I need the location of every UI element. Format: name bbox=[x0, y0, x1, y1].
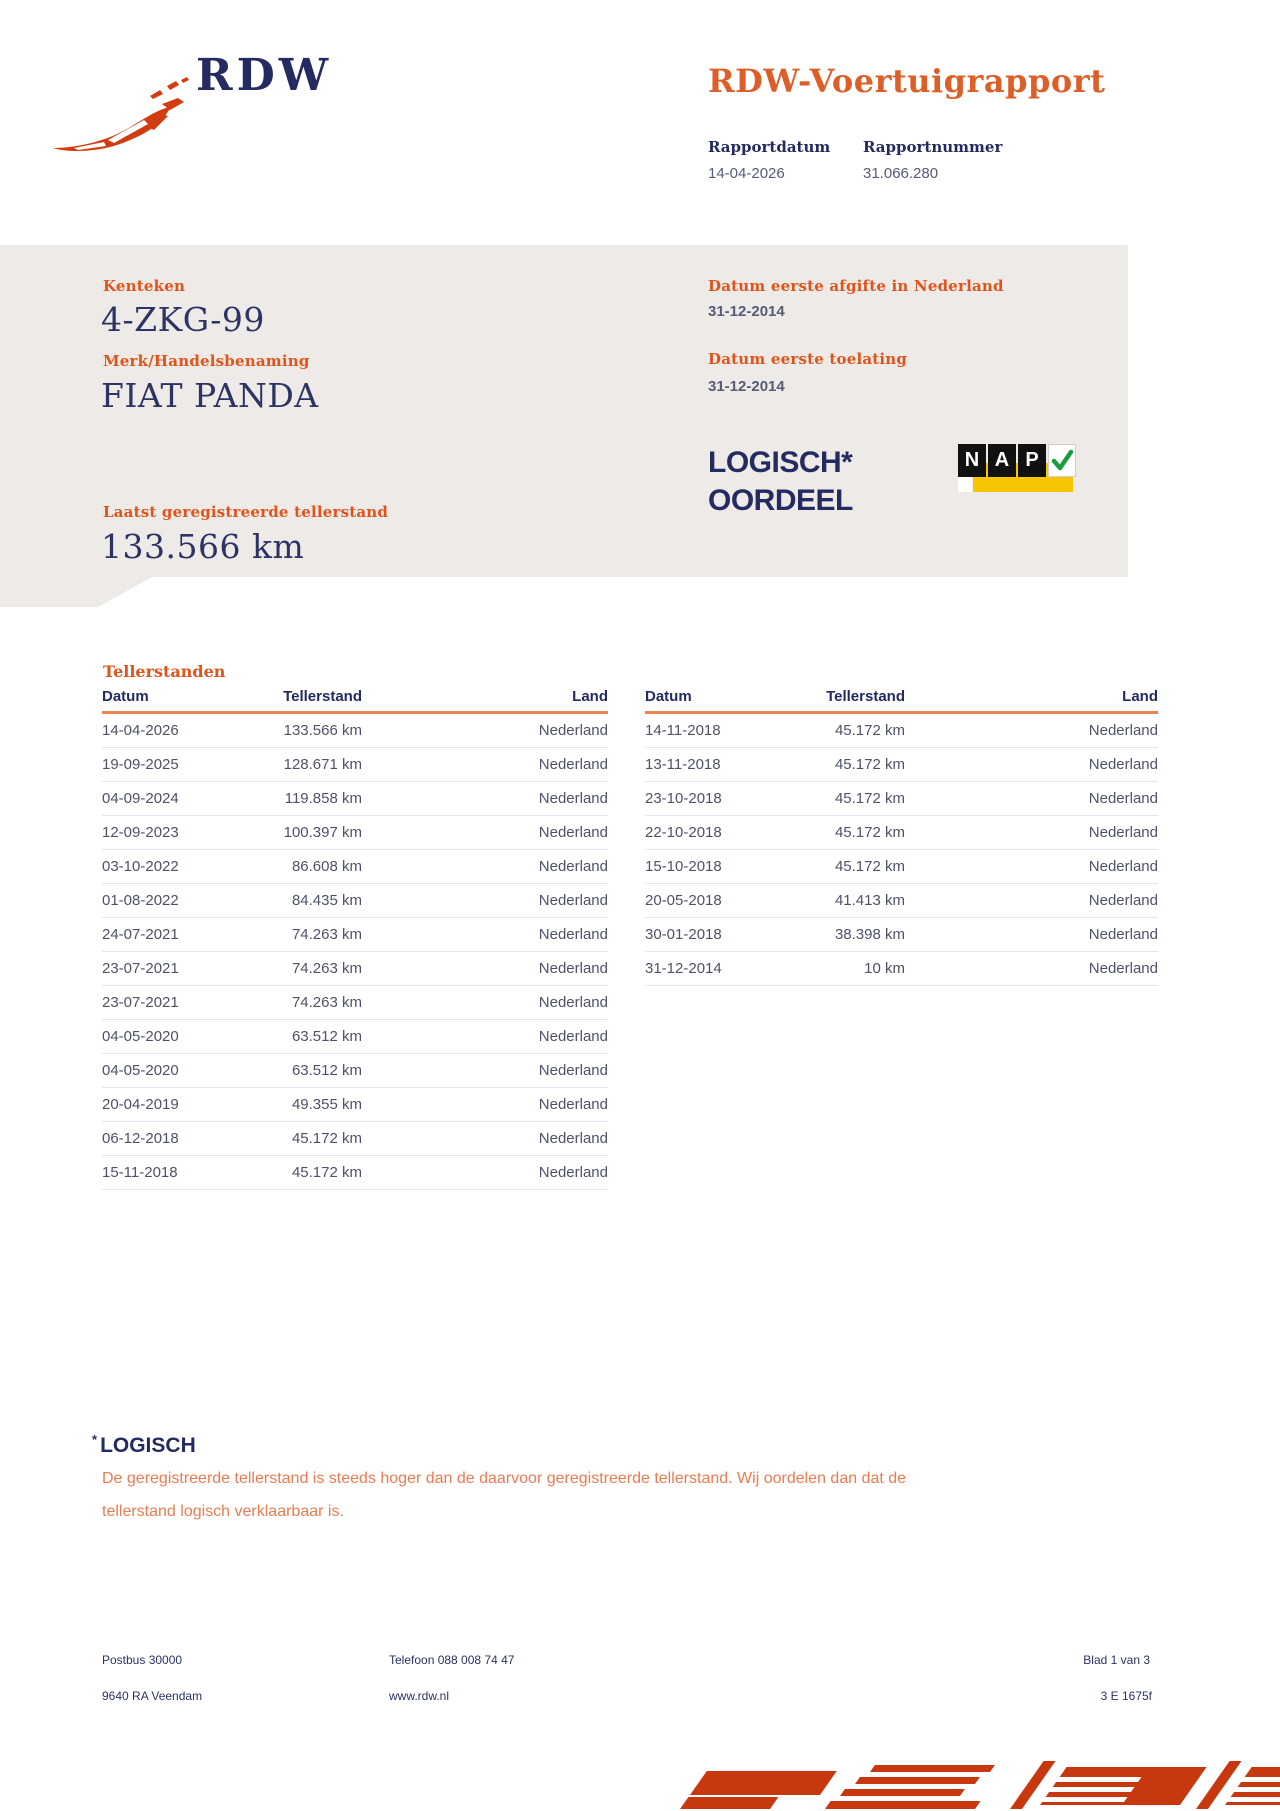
column-header-land: Land bbox=[1122, 688, 1158, 705]
logisch-asterisk: * bbox=[92, 1432, 98, 1447]
row-odometer: 74.263 km bbox=[291, 960, 362, 977]
odometer-row bbox=[645, 952, 1158, 986]
odometer-row bbox=[102, 884, 608, 918]
laatste-tellerstand-label: Laatst geregistreerde tellerstand bbox=[103, 503, 389, 521]
row-date: 06-12-2018 bbox=[102, 1130, 179, 1147]
kenteken-label: Kenteken bbox=[103, 277, 186, 295]
rdw-stripe-graphic bbox=[680, 1757, 1280, 1811]
row-date: 20-05-2018 bbox=[645, 892, 722, 909]
row-country: Nederland bbox=[1088, 824, 1158, 841]
row-country: Nederland bbox=[538, 1164, 608, 1181]
column-header-datum: Datum bbox=[102, 688, 149, 705]
odometer-row bbox=[102, 986, 608, 1020]
row-odometer: 128.671 km bbox=[283, 756, 362, 773]
nap-logo bbox=[958, 444, 1078, 492]
oordeel-line2: OORDEEL bbox=[708, 484, 853, 517]
merk-label: Merk/Handelsbenaming bbox=[103, 352, 310, 370]
row-odometer: 10 km bbox=[864, 960, 905, 977]
row-country: Nederland bbox=[538, 722, 608, 739]
row-country: Nederland bbox=[1088, 960, 1158, 977]
row-odometer: 63.512 km bbox=[291, 1062, 362, 1079]
column-header-datum: Datum bbox=[645, 688, 692, 705]
odometer-row bbox=[102, 952, 608, 986]
logisch-title-text: LOGISCH bbox=[100, 1434, 196, 1457]
row-odometer: 84.435 km bbox=[291, 892, 362, 909]
odometer-row bbox=[645, 748, 1158, 782]
nap-letter-n: N bbox=[958, 444, 986, 477]
row-country: Nederland bbox=[538, 824, 608, 841]
row-date: 03-10-2022 bbox=[102, 858, 179, 875]
table-body bbox=[102, 714, 608, 1190]
row-odometer: 49.355 km bbox=[291, 1096, 362, 1113]
rdw-feather-icon bbox=[50, 74, 190, 156]
row-country: Nederland bbox=[538, 960, 608, 977]
odometer-row bbox=[102, 1054, 608, 1088]
row-country: Nederland bbox=[1088, 892, 1158, 909]
row-date: 14-04-2026 bbox=[102, 722, 179, 739]
row-odometer: 41.413 km bbox=[834, 892, 905, 909]
footer-form-code: 3 E 1675f bbox=[1100, 1689, 1152, 1703]
row-country: Nederland bbox=[1088, 858, 1158, 875]
odometer-row bbox=[645, 816, 1158, 850]
odometer-table-left bbox=[102, 688, 608, 1190]
row-odometer: 45.172 km bbox=[834, 756, 905, 773]
page-title: RDW-Voertuigrapport bbox=[708, 62, 1106, 100]
row-date: 15-10-2018 bbox=[645, 858, 722, 875]
odometer-row bbox=[102, 1122, 608, 1156]
report-number-label: Rapportnummer bbox=[863, 138, 1003, 156]
oordeel-text bbox=[708, 444, 853, 520]
row-odometer: 74.263 km bbox=[291, 994, 362, 1011]
table-body bbox=[645, 714, 1158, 986]
row-date: 24-07-2021 bbox=[102, 926, 179, 943]
row-country: Nederland bbox=[538, 892, 608, 909]
row-date: 20-04-2019 bbox=[102, 1096, 179, 1113]
row-date: 13-11-2018 bbox=[645, 756, 721, 773]
explanation-line2: tellerstand logisch verklaarbaar is. bbox=[102, 1503, 344, 1520]
row-country: Nederland bbox=[1088, 926, 1158, 943]
report-date-value: 14-04-2026 bbox=[708, 165, 785, 182]
kenteken-value: 4-ZKG-99 bbox=[101, 300, 265, 339]
nap-letter-a: A bbox=[988, 444, 1016, 477]
row-country: Nederland bbox=[538, 1096, 608, 1113]
footer-phone: Telefoon 088 008 74 47 bbox=[389, 1653, 515, 1667]
tellerstanden-section-title: Tellerstanden bbox=[103, 662, 226, 681]
odometer-row bbox=[102, 1088, 608, 1122]
odometer-row bbox=[102, 850, 608, 884]
rdw-logo-text: RDW bbox=[196, 50, 333, 101]
row-date: 04-05-2020 bbox=[102, 1062, 179, 1079]
row-date: 01-08-2022 bbox=[102, 892, 179, 909]
row-country: Nederland bbox=[538, 1028, 608, 1045]
odometer-row bbox=[645, 884, 1158, 918]
row-country: Nederland bbox=[538, 756, 608, 773]
row-odometer: 45.172 km bbox=[834, 722, 905, 739]
row-odometer: 74.263 km bbox=[291, 926, 362, 943]
row-country: Nederland bbox=[538, 1062, 608, 1079]
odometer-row bbox=[102, 1020, 608, 1054]
odometer-row bbox=[645, 918, 1158, 952]
row-odometer: 38.398 km bbox=[834, 926, 905, 943]
row-date: 19-09-2025 bbox=[102, 756, 179, 773]
column-header-land: Land bbox=[572, 688, 608, 705]
odometer-row bbox=[645, 782, 1158, 816]
row-date: 14-11-2018 bbox=[645, 722, 721, 739]
toelating-value: 31-12-2014 bbox=[708, 378, 785, 395]
odometer-row bbox=[102, 748, 608, 782]
odometer-row bbox=[102, 714, 608, 748]
laatste-tellerstand-value: 133.566 km bbox=[101, 527, 305, 566]
table-header bbox=[645, 688, 1158, 714]
nap-checkmark-icon bbox=[1049, 445, 1075, 476]
row-country: Nederland bbox=[538, 1130, 608, 1147]
row-odometer: 45.172 km bbox=[291, 1164, 362, 1181]
report-number-value: 31.066.280 bbox=[863, 165, 939, 182]
odometer-row bbox=[102, 816, 608, 850]
row-date: 30-01-2018 bbox=[645, 926, 722, 943]
row-date: 04-05-2020 bbox=[102, 1028, 179, 1045]
logisch-explanation-text bbox=[102, 1462, 1112, 1528]
footer-page-number: Blad 1 van 3 bbox=[1083, 1653, 1150, 1667]
row-odometer: 45.172 km bbox=[834, 858, 905, 875]
row-odometer: 45.172 km bbox=[834, 790, 905, 807]
row-odometer: 63.512 km bbox=[291, 1028, 362, 1045]
oordeel-line1: LOGISCH* bbox=[708, 446, 853, 479]
row-odometer: 86.608 km bbox=[291, 858, 362, 875]
report-date-label: Rapportdatum bbox=[708, 138, 831, 156]
row-date: 15-11-2018 bbox=[102, 1164, 178, 1181]
row-odometer: 133.566 km bbox=[283, 722, 362, 739]
explanation-line1: De geregistreerde tellerstand is steeds hoger dan de daarvoor geregistreerde tellerstand. Wij oordelen dan dat de bbox=[102, 1470, 907, 1487]
odometer-row bbox=[645, 850, 1158, 884]
merk-value: FIAT PANDA bbox=[101, 376, 319, 415]
row-date: 31-12-2014 bbox=[645, 960, 722, 977]
nap-letter-p: P bbox=[1018, 444, 1046, 477]
row-odometer: 45.172 km bbox=[291, 1130, 362, 1147]
row-date: 12-09-2023 bbox=[102, 824, 179, 841]
afgifte-label: Datum eerste afgifte in Nederland bbox=[708, 277, 1004, 295]
row-date: 04-09-2024 bbox=[102, 790, 179, 807]
row-country: Nederland bbox=[538, 858, 608, 875]
odometer-row bbox=[102, 782, 608, 816]
row-country: Nederland bbox=[1088, 722, 1158, 739]
table-header bbox=[102, 688, 608, 714]
footer-website: www.rdw.nl bbox=[389, 1689, 450, 1703]
row-odometer: 100.397 km bbox=[283, 824, 362, 841]
column-header-tellerstand: Tellerstand bbox=[826, 688, 905, 705]
logisch-explanation-title bbox=[92, 1432, 196, 1458]
odometer-table-right bbox=[645, 688, 1158, 986]
footer-address-line1: Postbus 30000 bbox=[102, 1653, 183, 1667]
row-date: 23-07-2021 bbox=[102, 960, 179, 977]
row-country: Nederland bbox=[538, 926, 608, 943]
row-date: 23-07-2021 bbox=[102, 994, 179, 1011]
row-country: Nederland bbox=[1088, 756, 1158, 773]
afgifte-value: 31-12-2014 bbox=[708, 303, 785, 320]
row-odometer: 119.858 km bbox=[284, 790, 362, 807]
nap-white-gap bbox=[958, 477, 972, 492]
row-country: Nederland bbox=[1088, 790, 1158, 807]
column-header-tellerstand: Tellerstand bbox=[283, 688, 362, 705]
odometer-row bbox=[645, 714, 1158, 748]
toelating-label: Datum eerste toelating bbox=[708, 350, 908, 368]
odometer-row bbox=[102, 1156, 608, 1190]
footer-address-line2: 9640 RA Veendam bbox=[102, 1689, 203, 1703]
row-odometer: 45.172 km bbox=[834, 824, 905, 841]
row-date: 22-10-2018 bbox=[645, 824, 722, 841]
odometer-row bbox=[102, 918, 608, 952]
row-date: 23-10-2018 bbox=[645, 790, 722, 807]
row-country: Nederland bbox=[538, 994, 608, 1011]
nap-checkbox bbox=[1048, 444, 1076, 477]
row-country: Nederland bbox=[538, 790, 608, 807]
